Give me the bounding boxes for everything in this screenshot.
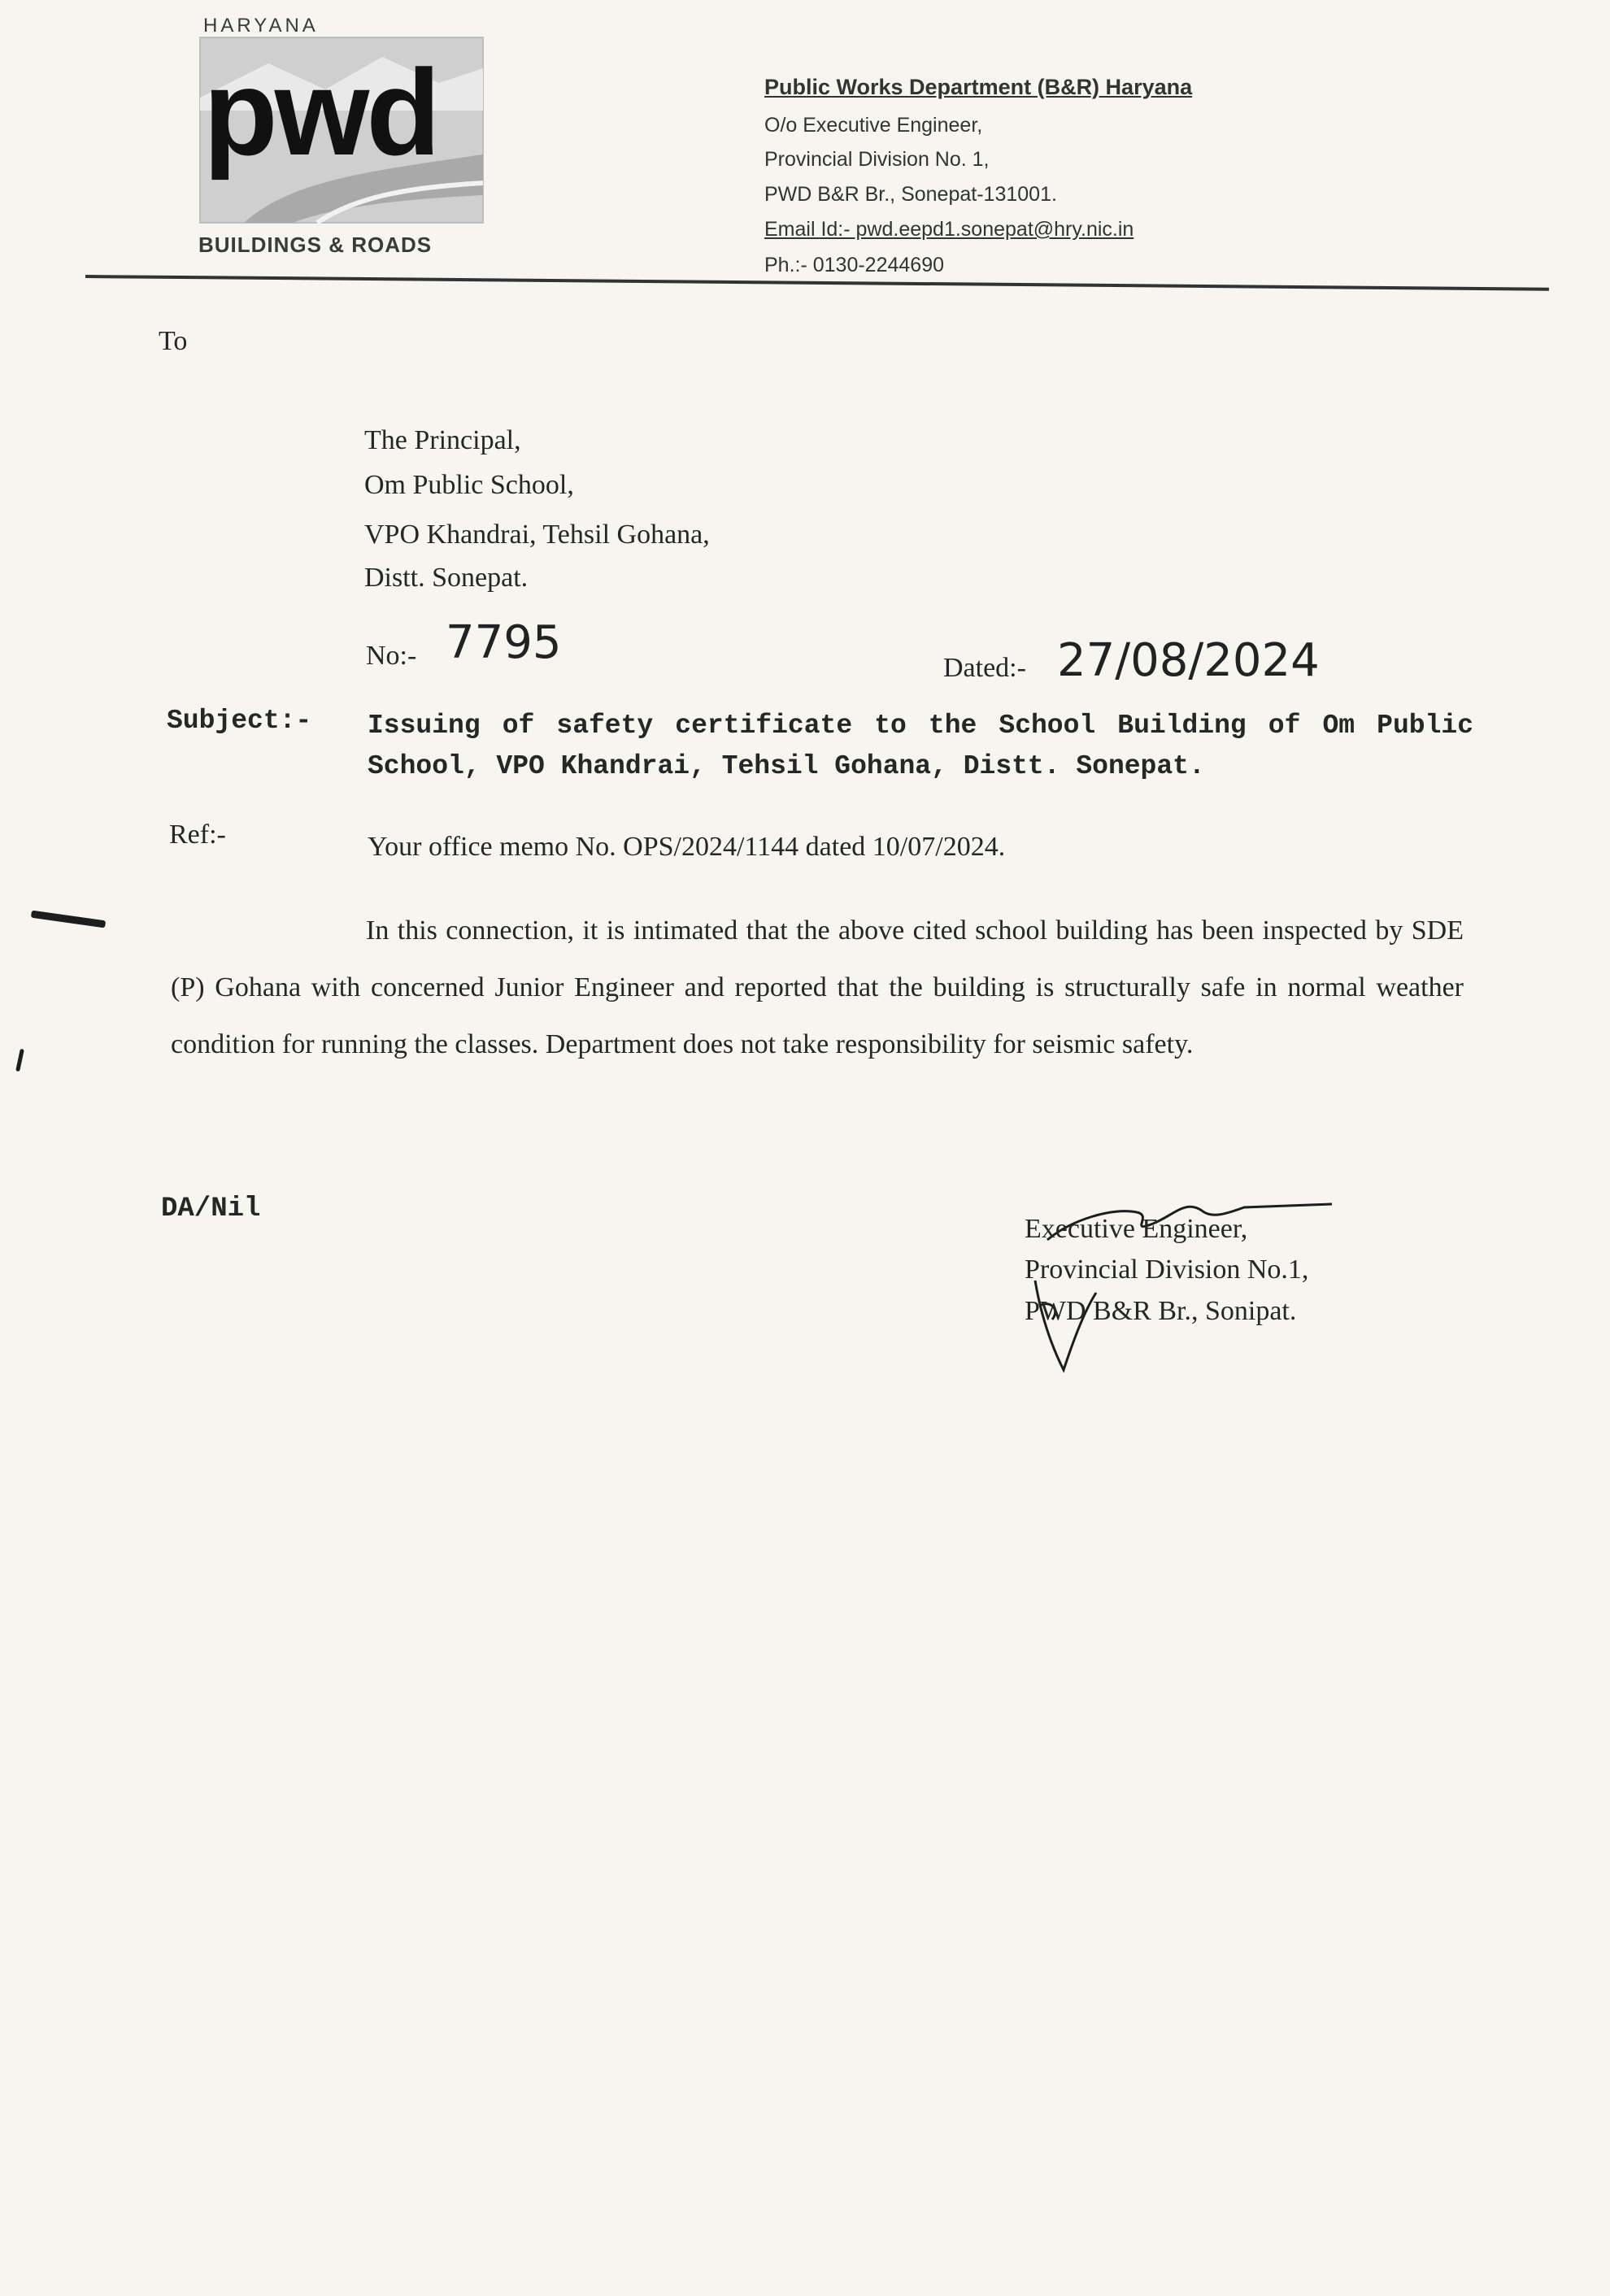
logo-caption: BUILDINGS & ROADS [198, 233, 433, 257]
letterhead-title: Public Works Department (B&R) Haryana [764, 75, 1193, 99]
letterhead-line: Provincial Division No. 1, [764, 148, 990, 171]
pwd-logo-graphic [195, 33, 488, 228]
addressee-line: Om Public School, [364, 470, 574, 500]
dated-label: Dated:- [943, 653, 1026, 683]
signatory-line: Executive Engineer, [1025, 1214, 1248, 1244]
pwd-logo [195, 15, 488, 263]
logo-state-text: HARYANA [203, 15, 319, 37]
signatory-line: PWD B&R Br., Sonipat. [1025, 1296, 1297, 1326]
letterhead-line: O/o Executive Engineer, [764, 114, 983, 137]
body-paragraph [171, 902, 1464, 1073]
enclosure-note: DA/Nil [161, 1194, 261, 1224]
margin-pen-mark [31, 911, 106, 928]
to-label: To [159, 326, 188, 356]
subject-text: Issuing of safety certificate to the School Building of Om Public School, VPO Khandrai, Tehsil Gohana, Distt. Sonepat. [368, 711, 1473, 781]
letterhead-email: Email Id:- pwd.eepd1.sonepat@hry.nic.in [764, 218, 1134, 241]
letterhead-line: PWD B&R Br., Sonepat-131001. [764, 183, 1057, 206]
addressee-line: Distt. Sonepat. [364, 563, 529, 593]
addressee-line: VPO Khandrai, Tehsil Gohana, [364, 520, 710, 550]
body-text: In this connection, it is intimated that the above cited school building has been inspected by SDE (P) Gohana with concerned Junior Engineer and reported that the building is structurally safe in normal weather condition for running the classes. Department does not take responsibility for seismic safety. [171, 915, 1464, 1059]
letterhead-phone: Ph.:- 0130-2244690 [764, 254, 945, 276]
ref-text: Your office memo No. OPS/2024/1144 dated 10/07/2024. [368, 832, 1006, 862]
ref-no-label: No:- [366, 641, 417, 671]
logo-wordmark: pwd [203, 44, 437, 180]
addressee-line: The Principal, [364, 425, 521, 455]
ref-label: Ref:- [169, 820, 226, 850]
margin-pen-mark [15, 1049, 24, 1072]
signatory-line: Provincial Division No.1, [1025, 1255, 1309, 1285]
dated-handwritten: 27/08/2024 [1057, 634, 1320, 687]
ref-no-handwritten: 7795 [446, 616, 562, 669]
subject-label: Subject:- [167, 706, 312, 736]
